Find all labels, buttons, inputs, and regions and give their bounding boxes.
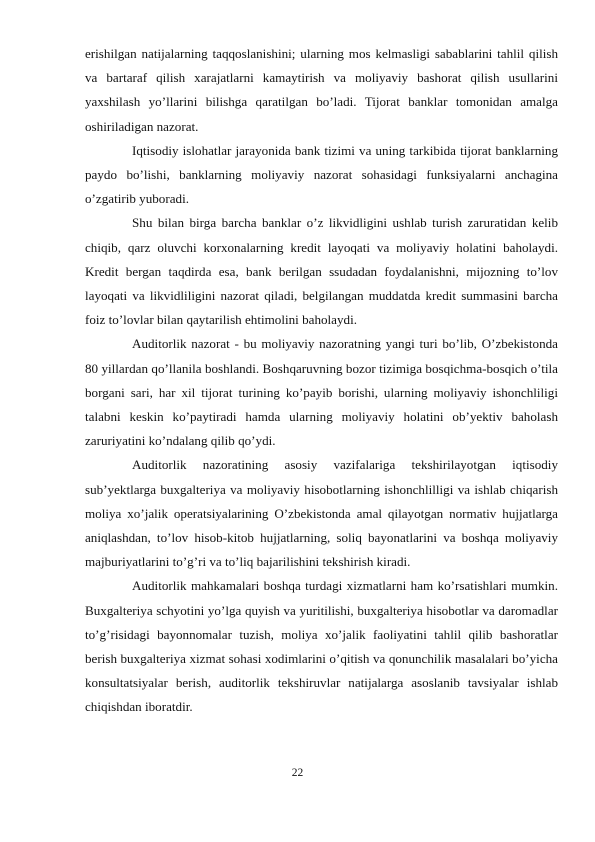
page-number: 22	[291, 767, 304, 779]
paragraph-6: Auditorlik mahkamalari boshqa turdagi xizmatlarni ham ko’rsatishlari mumkin. Buxgalteriya schyotini yo’lga quyish va yuritilishi, buxgalteriya hisobotlar va daromadlar to’g’risidagi bayonnomalar tuzish, moliya xo’jalik faoliyatini tahlil qilib bashoratlar berish buxgalteriya xizmat sohasi xodimlarini o’qitish va qonunchilik masalalari bo’yicha konsultatsiyalar berish, auditorlik tekshiruvlar natijalarga asoslanib tavsiyalar ishlab chiqishdan iboratdir.	[85, 578, 558, 715]
body-text	[85, 42, 558, 720]
paragraph-3: Shu bilan birga barcha banklar o’z likvidligini ushlab turish zaruratidan kelib chiqib, qarz oluvchi korxonalarning kredit layoqati va moliyaviy holatini baholaydi. Kredit bergan taqdirda esa, bank berilgan ssudadan foydalanishni, mijozning to’lov layoqati va likvidliligini nazorat qiladi, belgilangan muddatda kredit summasini barcha foiz to’lovlar bilan qaytarilish ehtimolini baholaydi.	[85, 215, 558, 328]
paragraph-1: erishilgan natijalarning taqqoslanishini; ularning mos kelmasligi sabablarini tahlil qilish va bartaraf qilish xarajatlarni kamaytirish va moliyaviy bashorat qilish usullarini yaxshilash yo’llarini bilishga qaratilgan bo’ladi. Tijorat banklar tomonidan amalga oshiriladigan nazorat.	[85, 46, 558, 134]
paragraph-2: Iqtisodiy islohatlar jarayonida bank tizimi va uning tarkibida tijorat banklarning paydo bo’lishi, banklarning moliyaviy nazorat sohasidagi funksiyalarni anchagina o’zgatirib yuboradi.	[85, 142, 558, 207]
paragraph-4: Auditorlik nazorat - bu moliyaviy nazoratning yangi turi bo’lib, O’zbekistonda 80 yillardan qo’llanila boshlandi. Boshqaruvning bozor tizimiga bosqichma-bosqich o’tila borgani sari, har xil tijorat turining ko’payib borishi, ularning moliyaviy ishonchliligi talabni keskin ko’paytiradi hamda ularning moliyaviy holatini ob’yektiv baholash zaruriyatini ko’ndalang qilib qo’ydi.	[85, 336, 558, 449]
paragraph-5: Auditorlik nazoratining asosiy vazifalariga tekshirilayotgan iqtisodiy sub’yektlarga buxgalteriya va moliyaviy hisobotlarning ishonchlilligi va ishlab chiqarish moliya xo’jalik operatsiyalarining O’zbekistonda amal qilayotgan normativ hujjatlarga aniqlashdan, to’lov hisob-kitob hujjatlarning, soliq bayonatlarini va boshqa moliyaviy majburiyatlarini to’g’ri va to’liq bajarilishini tekshirish kiradi.	[85, 457, 558, 570]
